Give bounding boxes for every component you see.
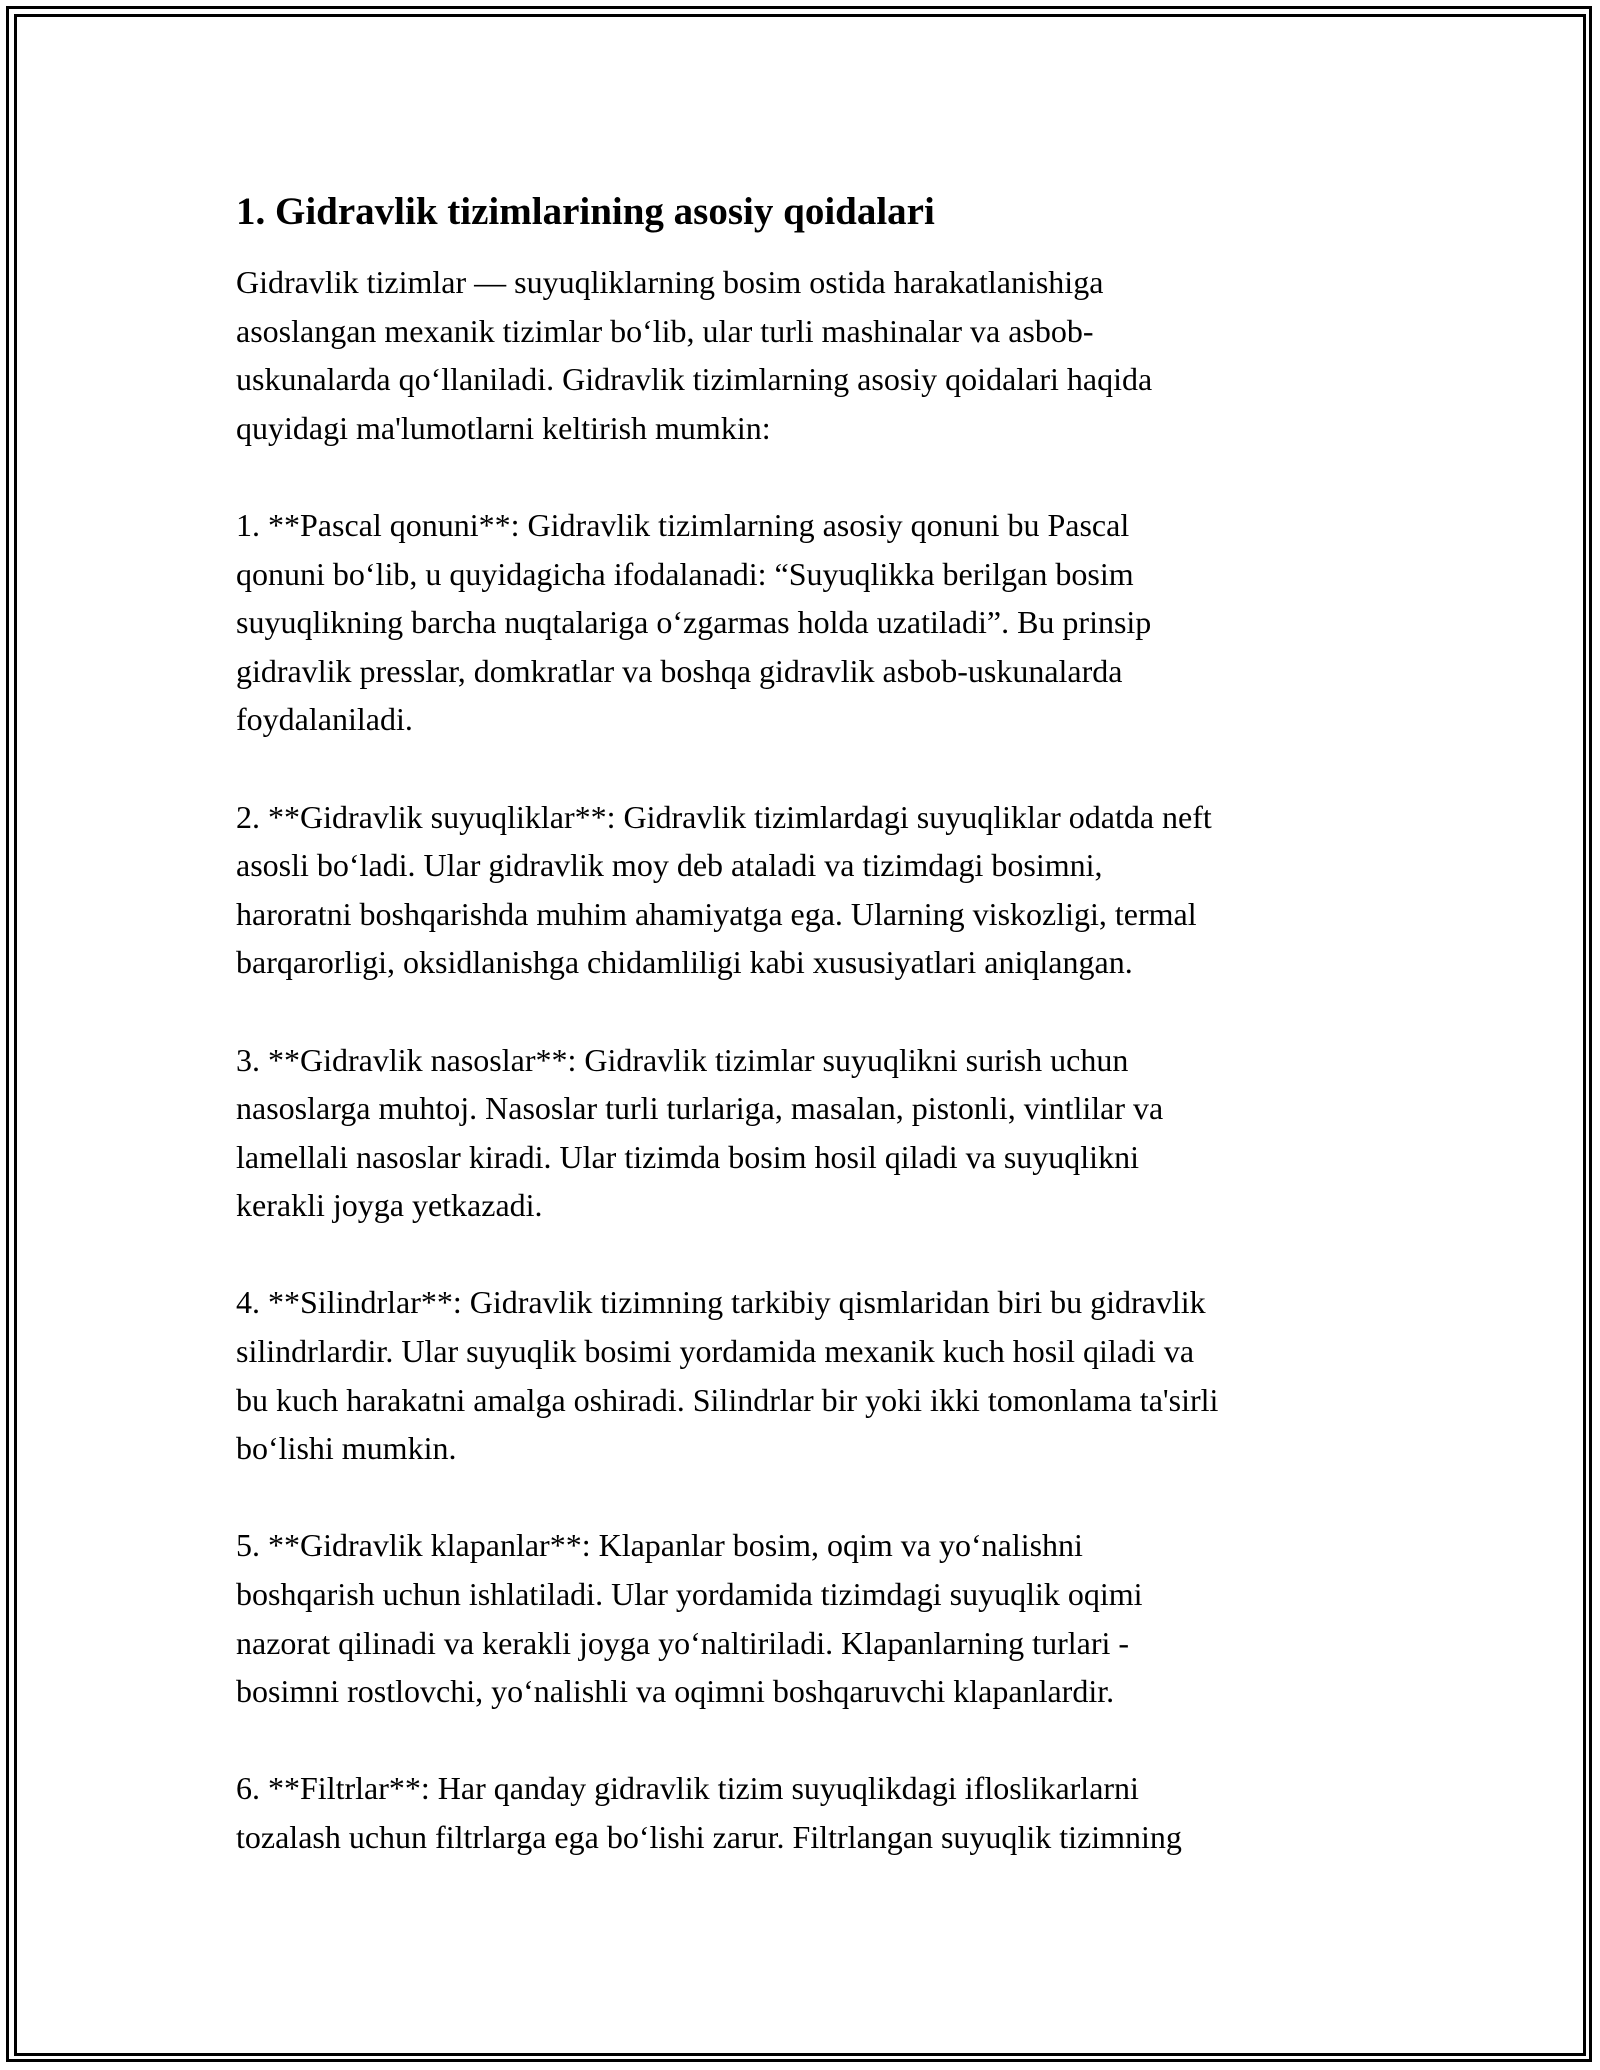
section-heading: 1. Gidravlik tizimlarining asosiy qoidalari	[236, 190, 935, 233]
intro-paragraph: Gidravlik tizimlar — suyuqliklarning bosim ostida harakatlanishiga asoslangan mexanik tizimlar bo‘lib, ular turli mashinalar va asbob- uskunalarda qo‘llaniladi. Gidravlik tizimlarning asosiy qoidalari haqida quyidagi ma'lumotlarni keltirish mumkin:	[236, 264, 1153, 446]
list-item-hydraulic-fluids: 2. **Gidravlik suyuqliklar**: Gidravlik tizimlardagi suyuqliklar odatda neft asosli bo‘ladi. Ular gidravlik moy deb ataladi va tizimdagi bosimni, haroratni boshqarishda muhim ahamiyatga ega. Ularning viskozligi, termal barqarorligi, oksidlanishga chidamliligi kabi xususiyatlari aniqlangan.	[236, 798, 1212, 981]
document-body	[236, 186, 1376, 1862]
list-item-hydraulic-valves: 5. **Gidravlik klapanlar**: Klapanlar bosim, oqim va yo‘nalishni boshqarish uchun ishlatiladi. Ular yordamida tizimdagi suyuqlik oqimi nazorat qilinadi va kerakli joyga yo‘naltiriladi. Klapanlarning turlari - bosimni rostlovchi, yo‘nalishli va oqimni boshqaruvchi klapanlardir.	[236, 1527, 1143, 1710]
list-item-cylinders: 4. **Silindrlar**: Gidravlik tizimning tarkibiy qismlaridan biri bu gidravlik silindrlardir. Ular suyuqlik bosimi yordamida mexanik kuch hosil qiladi va bu kuch harakatni amalga oshiradi. Silindrlar bir yoki ikki tomonlama ta'sirli bo‘lishi mumkin.	[236, 1284, 1219, 1467]
list-item-filters: 6. **Filtrlar**: Har qanday gidravlik tizim suyuqlikdagi ifloslikarlarni tozalash uchun filtrlarga ega bo‘lishi zarur. Filtrlangan suyuqlik tizimning	[236, 1770, 1182, 1855]
list-item-hydraulic-pumps: 3. **Gidravlik nasoslar**: Gidravlik tizimlar suyuqlikni surish uchun nasoslarga muhtoj. Nasoslar turli turlariga, masalan, pistonli, vintlilar va lamellali nasoslar kiradi. Ular tizimda bosim hosil qiladi va suyuqlikni kerakli joyga yetkazadi.	[236, 1041, 1164, 1224]
list-item-pascal-law: 1. **Pascal qonuni**: Gidravlik tizimlarning asosiy qonuni bu Pascal qonuni bo‘lib, u quyidagicha ifodalanadi: “Suyuqlikka berilgan bosim suyuqlikning barcha nuqtalariga o‘zgarmas holda uzatiladi”. Bu prinsip gidravlik presslar, domkratlar va boshqa gidravlik asbob-uskunalarda foydalaniladi.	[236, 506, 1152, 738]
